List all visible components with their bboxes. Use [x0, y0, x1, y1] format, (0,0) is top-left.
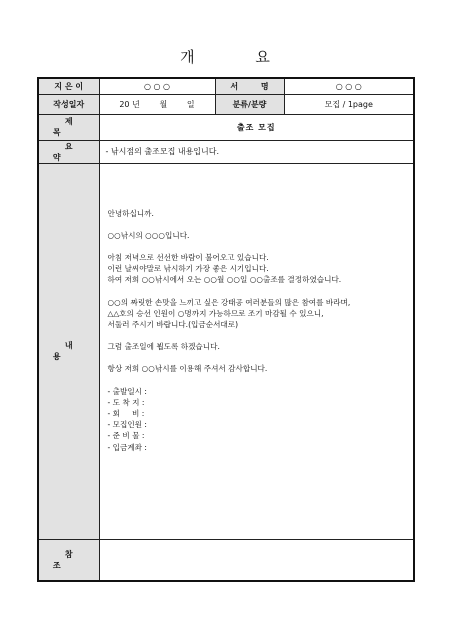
- content-list-item: - 출발일시 :: [107, 386, 147, 396]
- created-row: [38, 94, 414, 114]
- content-list-item: - 준 비 물 :: [107, 431, 145, 441]
- reference-row: [38, 539, 414, 581]
- content-line: ○○낚시의 ○○○입니다.: [107, 230, 190, 240]
- created-date-value[interactable]: [99, 94, 215, 114]
- created-label: 작성일자: [38, 94, 99, 114]
- category-value[interactable]: 모집 / 1page: [284, 94, 414, 114]
- paragraph-gap: [108, 241, 414, 252]
- content-line: ○○의 짜릿한 손맛을 느끼고 싶은 강태공 여러분들의 많은 참여를 바라며,: [107, 297, 351, 307]
- paragraph-gap: [108, 219, 414, 230]
- author-value[interactable]: ○ ○ ○: [99, 78, 215, 94]
- content-line: 안녕하십니까.: [107, 208, 154, 218]
- signature-label: 서 명: [215, 78, 284, 94]
- content-list-item: - 회 비 :: [107, 408, 145, 418]
- content-label: 내 용: [38, 163, 99, 539]
- content-list-item: - 입금계좌 :: [107, 442, 147, 452]
- content-line: 항상 저희 ○○낚시를 이용해 주셔서 감사합니다.: [107, 364, 268, 374]
- content-list-item: - 도 착 지 :: [107, 397, 145, 407]
- author-row: [38, 78, 414, 94]
- content-line: 이런 날씨야말로 낚시하기 가장 좋은 시기입니다.: [107, 264, 269, 274]
- subject-row: [38, 114, 414, 140]
- content-line: 서둘러 주시기 바랍니다.(입금순서대로): [107, 319, 239, 329]
- created-day: 일: [186, 99, 195, 109]
- paragraph-gap: [108, 330, 414, 341]
- content-line: 그럼 출조일에 뵙도록 하겠습니다.: [107, 342, 220, 352]
- author-label: 지 은 이: [38, 78, 99, 94]
- paragraph-gap: [108, 352, 414, 363]
- content-line: 하여 저희 ○○낚시에서 오는 ○○월 ○○일 ○○출조를 결정하였습니다.: [107, 275, 342, 285]
- summary-label: 요 약: [38, 140, 99, 163]
- reference-label: 참 조: [38, 539, 99, 581]
- paragraph-gap: [108, 375, 414, 386]
- content-body[interactable]: [99, 163, 414, 539]
- content-line: △△호의 승선 인원이 ○명까지 가능하므로 조기 마감될 수 있으니,: [107, 308, 324, 318]
- created-month: 월: [159, 99, 168, 109]
- content-list-item: - 모집인원 :: [107, 420, 147, 430]
- summary-row: [38, 140, 414, 163]
- paragraph-gap: [108, 286, 414, 297]
- category-label: 분류/분량: [215, 94, 284, 114]
- reference-value[interactable]: [99, 539, 414, 581]
- document-title: 개 요: [180, 48, 298, 66]
- subject-value[interactable]: 출조 모집: [99, 114, 414, 140]
- content-line: 아침 저녁으로 선선한 바람이 불어오고 있습니다.: [107, 252, 269, 262]
- signature-value[interactable]: ○ ○ ○: [284, 78, 414, 94]
- created-year: 20 년: [119, 99, 140, 109]
- overview-form-table: [37, 77, 415, 582]
- summary-value[interactable]: - 낚시점의 출조모집 내용입니다.: [99, 140, 414, 163]
- subject-label: 제 목: [38, 114, 99, 140]
- content-row: [38, 163, 414, 539]
